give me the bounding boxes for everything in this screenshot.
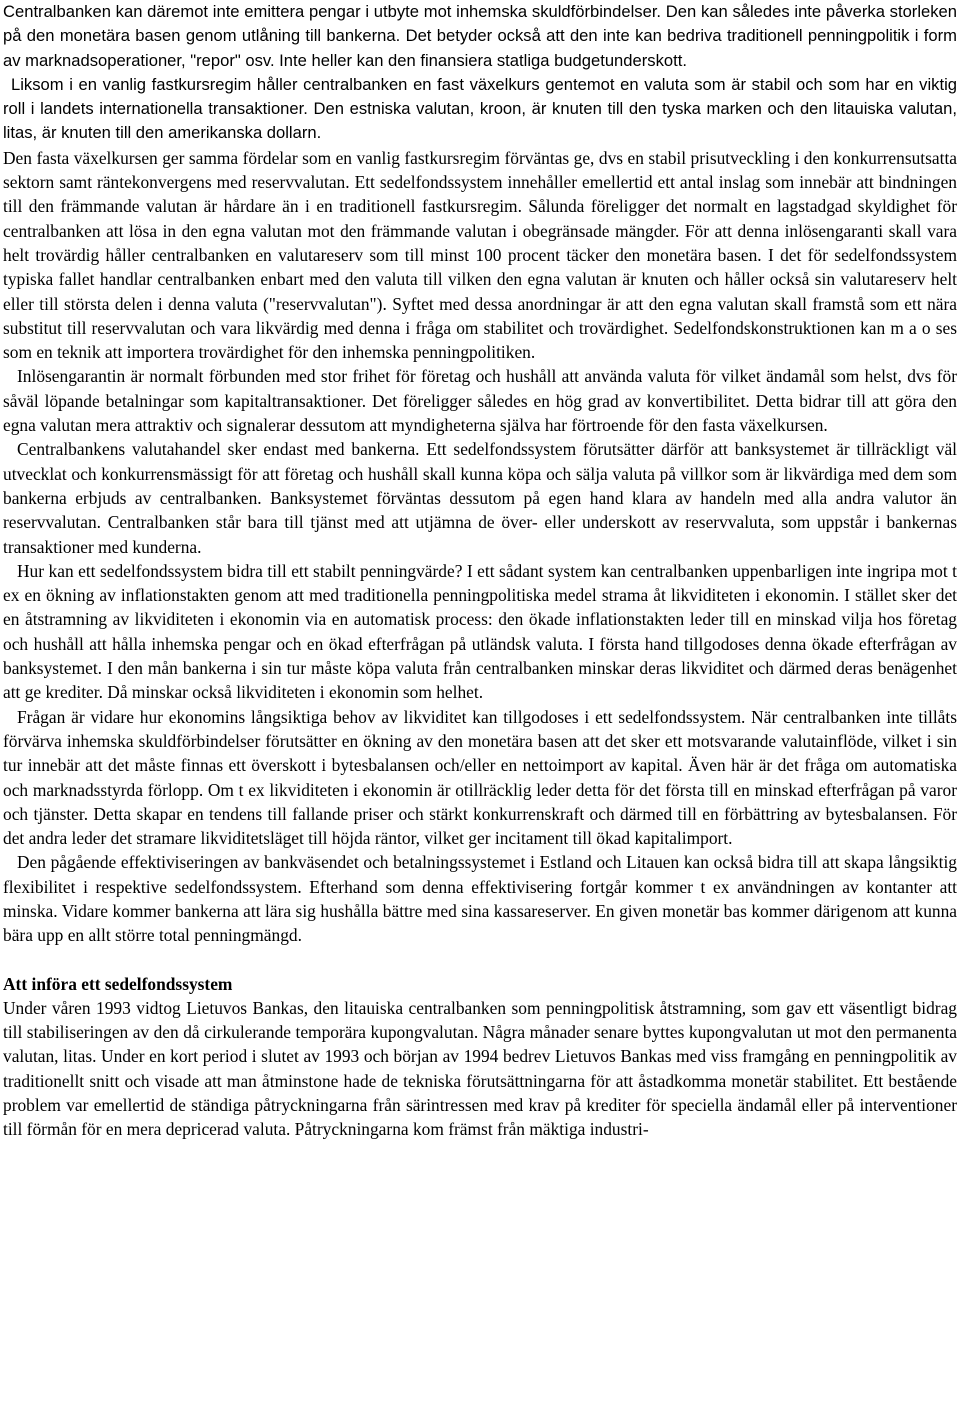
document-page xyxy=(3,0,957,1142)
paragraph-banking-system: Centralbankens valutahandel sker endast med bankerna. Ett sedelfondssystem förutsätter därför att banksystemet är tillräckligt väl utvecklat och konkurrensmässigt för att företag och hushåll skall kunna köpa och sälja valuta på villkor som är likvärdiga med dem som bankerna erbjuds av centralbanken. Banksystemet förväntas dessutom på egen hand klara av handeln med alla andra valutor än reservvalutan. Centralbanken står bara till tjänst med att utjämna de över- eller underskott av reservvaluta, som uppstår i bankernas transaktioner med kunderna. xyxy=(3,439,957,557)
paragraph-currency-board-features: Den fasta växelkursen ger samma fördelar som en vanlig fastkursregim förväntas ge, dvs en stabil prisutveckling i den konkurrensutsatta sektorn samt räntekonvergens med reservvalutan. Ett sedelfondssystem innehåller emellertid ett antal inslag som innebär att bindningen till den främmande valutan är hårdare än i en traditionell fastkursregim. Sålunda föreligger det normalt en lagstadgad skyldighet för centralbanken att lösa in den egna valutan mot den främmande valutan i obegränsade mängder. För att denna inlösengaranti skall vara helt trovärdig håller centralbanken en valutareserv som till minst 100 procent täcker den monetära basen. I det för sedelfondssystem typiska fallet handlar centralbanken enbart med den valuta till vilken den egna valutan är knuten och håller också sin valutareserv helt eller till största delen i denna valuta ("reservvalutan"). Syftet med dessa anordningar är att den egna valutan skall framstå som ett nära substitut till reservvalutan och vara likvärdig med denna i fråga om stabilitet och trovärdighet. Sedelfondskonstruktionen kan m a o ses som en teknik att importera trovärdighet för den inhemska penningpolitiken. xyxy=(3,147,957,363)
paragraph-convertibility: Inlösengarantin är normalt förbunden med stor frihet för företag och hushåll att använda valuta för vilket ändamål som helst, dvs för såväl löpande betalningar som kapitaltransaktioner. Det föreligger således en hög grad av konvertibilitet. Detta bidrar till att göra den egna valutan mera attraktiv och signalerar dessutom att myndigheterna själva har förtroende för den fasta växelkursen. xyxy=(3,366,957,436)
paragraph-fixed-exchange-rate: Liksom i en vanlig fastkursregim håller centralbanken en fast växelkurs gentemot en valuta som är stabil och som har en viktig roll i landets internationella transaktioner. Den estniska valutan, kroon, är knuten till den tyska marken och den litauiska valutan, litas, är knuten till den amerikanska dollarn. xyxy=(3,74,957,143)
paragraph-liquidity-needs: Frågan är vidare hur ekonomins långsiktiga behov av likviditet kan tillgodoses i ett sedelfondssystem. När centralbanken inte tillåts förvärva inhemska skuldförbindelser förutsätter en ökning av den monetära basen att det sker ett motsvarande valutainflöde, vilket i sin tur innebär att det måste finnas ett överskott i bytesbalansen och/eller en nettoimport av kapital. Även här är det fråga om automatiska och marknadsstyrda förlopp. Om t ex likviditeten i ekonomin är otillräcklig leder detta för det första till en minskad efterfrågan på varor och tjänster. Detta skapar en tendens till fallande priser och stärkt konkurrenskraft och därmed till en förbättring av bytesbalansen. För det andra leder det stramare likviditetsläget till höjda räntor, vilket ger incitament till ökad kapitalimport. xyxy=(3,706,957,849)
section-spacer xyxy=(3,948,957,972)
section-heading: Att införa ett sedelfondssystem xyxy=(3,973,233,994)
paragraph-price-stability: Hur kan ett sedelfondssystem bidra till ett stabilt penningvärde? I ett sådant system kan centralbanken uppenbarligen inte ingripa mot t ex en ökning av inflationstakten genom att med traditionella penningpolitiska medel strama åt likviditeten i ekonomin. I stället sker det en åtstramning av likviditeten i ekonomin via en automatisk process: den ökade inflationstakten leder till en minskad vilja hos företag och hushåll att hålla inhemska pengar och en ökad efterfrågan på utländsk valuta. I första hand tillgodoses denna ökade efterfrågan av banksystemet. I den mån bankerna i sin tur måste köpa valuta från centralbanken minskar deras likviditet och därmed deras benägenhet att ge krediter. Då minskar också likviditeten i ekonomin som helhet. xyxy=(3,560,957,703)
paragraph-efficiency: Den pågående effektiviseringen av bankväsendet och betalningssystemet i Estland och Litauen kan också bidra till att skapa långsiktig flexibilitet i respektive sedelfondssystem. Efterhand som denna effektivisering fortgår kommer t ex användningen av kontanter att minska. Vidare kommer bankerna att lära sig hushålla bättre med sina kassareserver. En given monetär bas kommer därigenom att kunna bära upp en allt större total penningmängd. xyxy=(3,852,957,946)
paragraph-intro: Centralbanken kan däremot inte emittera pengar i utbyte mot inhemska skuldförbindelser. Den kan således inte påverka storleken på den monetära basen genom utlåning till bankerna. Det betyder också att den inte kan bedriva traditionell penningpolitik i form av marknadsoperationer, "repor" osv. Inte heller kan den finansiera statliga budgetunderskott. xyxy=(3,2,957,70)
paragraph-section-body: Under våren 1993 vidtog Lietuvos Bankas, den litauiska centralbanken som penningpolitisk åtstramning, som gav ett väsentligt bidrag till stabiliseringen av den då cirkulerande temporära kupongvalutan. Några månader senare byttes kupongvalutan ut mot den permanenta valutan, litas. Under en kort period i slutet av 1993 och början av 1994 bedrev Lietuvos Bankas med viss framgång en penningpolitik av traditionellt snitt och visade att man åtminstone hade de tekniska förutsättningarna för att åstadkomma monetär stabilitet. Ett bestående problem var emellertid de ständiga påtryckningarna från särintressen med krav på krediter för speciella ändamål eller på interventioner till förmån för en mera depricerad valuta. Påtryckningarna kom främst från mäktiga industri- xyxy=(3,997,957,1140)
